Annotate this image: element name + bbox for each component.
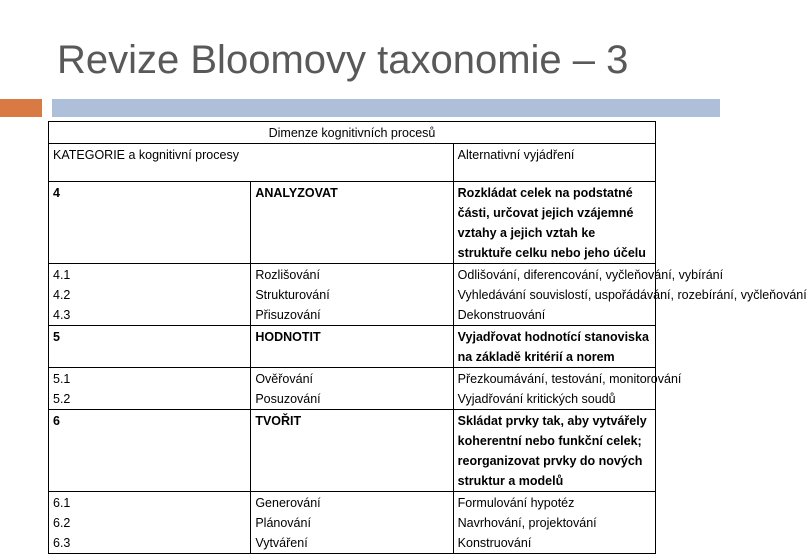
accent-bar xyxy=(0,99,42,117)
category-description: Skládat prvky tak, aby vytvářely koherentní nebo funkční celek; reorganizovat prvky do nových struktur a modelů xyxy=(453,410,655,492)
process-alternatives xyxy=(453,368,682,410)
process-alternatives xyxy=(453,264,807,326)
table-row xyxy=(49,264,656,326)
process-name: Vytváření xyxy=(255,536,308,550)
category-description: Vyjadřovat hodnotící stanoviska na základě kritérií a norem xyxy=(453,326,655,368)
process-alternative: Formulování hypotéz xyxy=(457,496,575,510)
process-name: Přisuzování xyxy=(255,308,321,322)
category-number: 5 xyxy=(49,326,251,368)
process-numbers xyxy=(49,264,251,326)
alternative-column-header: Alternativní vyjádření xyxy=(453,144,655,182)
process-alternative: Přezkoumávání, testování, monitorování xyxy=(457,372,682,386)
table-row xyxy=(49,492,656,554)
process-name: Generování xyxy=(255,496,321,510)
process-alternative: Navrhování, projektování xyxy=(457,516,597,530)
process-numbers xyxy=(49,492,251,554)
process-alternative: Vyhledávání souvislostí, uspořádávání, rozebírání, vyčleňování xyxy=(457,288,807,302)
process-name: Ověřování xyxy=(255,372,313,386)
slide-title: Revize Bloomovy taxonomie – 3 xyxy=(57,38,629,82)
process-number: 6.1 xyxy=(53,496,71,510)
taxonomy-table xyxy=(48,121,807,554)
process-number: 5.2 xyxy=(53,392,71,406)
process-name: Plánování xyxy=(255,516,311,530)
process-alternative: Dekonstruování xyxy=(457,308,546,322)
header-bar xyxy=(52,99,720,117)
process-alternative: Odlišování, diferencování, vyčleňování, vybírání xyxy=(457,268,724,282)
column-header-row xyxy=(49,144,656,182)
category-name: TVOŘIT xyxy=(251,410,453,492)
category-number: 4 xyxy=(49,182,251,264)
category-name: HODNOTIT xyxy=(251,326,453,368)
process-names xyxy=(251,368,453,410)
process-names xyxy=(251,264,453,326)
process-number: 4.1 xyxy=(53,268,71,282)
table-row xyxy=(49,326,656,368)
process-name: Posuzování xyxy=(255,392,321,406)
table-row xyxy=(49,368,656,410)
table-header: Dimenze kognitivních procesů xyxy=(49,122,656,144)
process-numbers xyxy=(49,368,251,410)
process-name: Rozlišování xyxy=(255,268,320,282)
process-names xyxy=(251,492,453,554)
category-name: ANALYZOVAT xyxy=(251,182,453,264)
category-column-header: KATEGORIE a kognitivní procesy xyxy=(49,144,454,182)
process-alternative: Konstruování xyxy=(457,536,532,550)
table-row xyxy=(49,410,656,492)
process-name: Strukturování xyxy=(255,288,330,302)
process-number: 6.3 xyxy=(53,536,71,550)
process-alternatives xyxy=(453,492,655,554)
process-alternative: Vyjadřování kritických soudů xyxy=(457,392,616,406)
process-number: 6.2 xyxy=(53,516,71,530)
category-description: Rozkládat celek na podstatné části, určovat jejich vzájemné vztahy a jejich vztah ke struktuře celku nebo jeho účelu xyxy=(453,182,655,264)
table-header-row xyxy=(49,122,656,144)
table-row xyxy=(49,182,656,264)
process-number: 4.2 xyxy=(53,288,71,302)
process-number: 4.3 xyxy=(53,308,71,322)
process-number: 5.1 xyxy=(53,372,71,386)
category-number: 6 xyxy=(49,410,251,492)
